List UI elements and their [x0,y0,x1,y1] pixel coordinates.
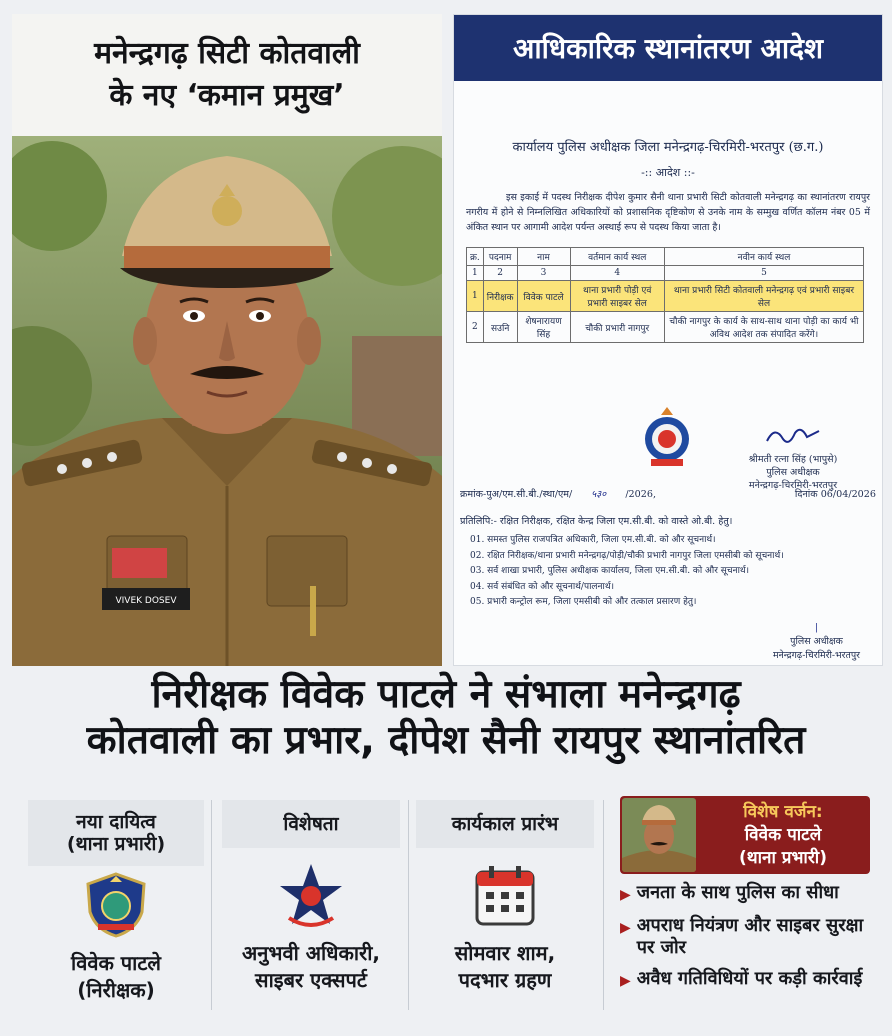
table-cell: 2 [467,312,484,343]
table-cell: 4 [570,266,664,281]
police-badge-icon [84,872,148,938]
table-header: वर्तमान कार्य स्थल [570,248,664,266]
card-speciality [222,800,400,1014]
order-date: दिनांक 06/04/2026 [794,489,876,500]
left-heading-line2: के नए ‘कमान प्रमुख’ [109,78,345,113]
card-value-line1: विवेक पाटले [71,951,161,975]
bullet-text: अवैध गतिविधियों पर कड़ी कार्रवाई [636,968,863,989]
list-item [620,882,882,906]
copy-list [470,533,784,611]
card-value-line2: साइबर एक्सपर्ट [255,968,367,992]
card-title: नया दायित्व [76,811,156,833]
name-tag: VIVEK DOSEV [115,596,177,606]
card-divider [211,800,212,1010]
signature-title: पुलिस अधीक्षक [766,467,820,478]
triangle-bullet-icon: ▶ [620,920,631,936]
left-heading-line1: मनेन्द्रगढ़ सिटी कोतवाली [94,36,360,71]
special-role: (थाना प्रभारी) [739,847,827,868]
bullet-text: जनता के साथ पुलिस का सीधा [636,882,839,903]
card-value-line1: अनुभवी अधिकारी, [242,941,380,965]
card-tab [28,800,204,866]
table-cell: 5 [664,266,863,281]
table-cell: विवेक पाटले [517,281,570,312]
card-value-line2: (निरीक्षक) [77,978,155,1002]
table-cell: 1 [467,281,484,312]
triangle-bullet-icon: ▶ [620,887,631,903]
footer-district: मनेन्द्रगढ़-चिरमिरी-भरतपुर [772,650,860,661]
table-row [467,281,864,312]
list-item: 02. रक्षित निरीक्षक/थाना प्रभारी मनेन्द्रगढ़/पोड़ी/चौकी प्रभारी नागपुर जिला एमसीबी को सूचनार्थ। [470,550,784,561]
list-item: 03. सर्व शाखा प्रभारी, पुलिस अधीक्षक कार्यालय, जिला एम.सी.बी. को और सूचनार्थ। [470,566,750,576]
headline-line2: कोतवाली का प्रभार, दीपेश सैनी रायपुर स्थानांतरित [86,718,806,763]
table-header-row [467,248,864,266]
card-tenure-start [416,800,594,1014]
main-headline [0,672,892,764]
document-office: कार्यालय पुलिस अधीक्षक जिला मनेन्द्रगढ़-चिरमिरी-भरतपुर (छ.ग.) [512,140,824,155]
special-name: विवेक पाटले [744,824,822,845]
left-heading [12,14,442,136]
headline-line1: निरीक्षक विवेक पाटले ने संभाला मनेन्द्रगढ़ [151,672,741,717]
table-cell: थाना प्रभारी पोड़ी एवं प्रभारी साइबर सेल [570,281,664,312]
table-cell: 1 [467,266,484,281]
star-emblem-icon [279,862,343,928]
footer-signature: | पुलिस अधीक्षक मनेन्द्रगढ़-चिरमिरी-भरतपुर [772,622,860,661]
bullet-text: अपराध नियंत्रण और साइबर सुरक्षा पर जोर [636,915,864,958]
footer-title: पुलिस अधीक्षक [790,636,843,647]
card-title: कार्यकाल प्रारंभ [451,813,559,835]
table-cell: 2 [483,266,517,281]
list-item: 04. सर्व संबंधित को और सूचनार्थ/पालनार्थ। [470,581,614,592]
table-cell: थाना प्रभारी सिटी कोतवाली मनेन्द्रगढ़ एवं प्रभारी साइबर सेल [664,281,863,312]
signature-scribble-icon [763,423,823,449]
reference-line [460,487,876,500]
document-aadesh: -:: आदेश ::- [641,166,695,179]
card-value-line2: पदभार ग्रहण [458,968,552,992]
table-cell: सउनि [483,312,517,343]
card-subtitle: (थाना प्रभारी) [66,833,166,855]
table-row [467,312,864,343]
document-banner: आधिकारिक स्थानांतरण आदेश [454,15,882,81]
card-title: विशेषता [283,813,339,835]
table-header: क्र. [467,248,484,266]
list-item: 05. प्रभारी कन्ट्रोल रूम, जिला एमसीबी को और तत्काल प्रसारण हेतु। [470,597,697,607]
reference-handwritten: ५३० [591,489,607,500]
officer-thumbnail [622,798,696,872]
card-value [416,940,594,994]
table-cell: चौकी प्रभारी नागपुर [570,312,664,343]
special-version-box [620,796,870,874]
list-item [620,968,882,992]
list-item: 01. समस्त पुलिस राजपत्रित अधिकारी, जिला एम.सी.बी. को और सूचनार्थ। [470,535,716,545]
table-header: पदनाम [483,248,517,266]
officer-illustration [12,136,442,666]
transfer-order-document [453,14,883,666]
card-tab [222,800,400,848]
signature-name: श्रीमती रत्ना सिंह (भापुसे) [748,454,838,465]
signature-district: मनेन्द्रगढ़-चिरमिरी-भरतपुर [748,480,838,491]
officer-thumbnail-illustration [622,798,696,872]
card-value [28,950,204,1004]
officer-photo [12,136,442,666]
table-header: नाम [517,248,570,266]
document-paragraph: इस इकाई में पदस्थ निरीक्षक दीपेश कुमार सैनी थाना प्रभारी सिटी कोतवाली मनेन्द्रगढ़ का स्थानांतरण रायपुर नगरीय में होने से निम्नलिखित अधिकारियों को प्रशासनिक दृष्टिकोण से उनके नाम के सम्मुख वर्णित कॉलम नंबर 05 में अंकित स्थान पर आगामी आदेश पर्यन्त अस्थाई रूप से पदस्थ किया जाता है। [466,192,870,233]
list-item [620,915,882,959]
special-title: विशेष वर्जन: [743,801,823,822]
calendar-icon [473,862,537,928]
table-header: नवीन कार्य स्थल [664,248,863,266]
card-value [222,940,400,994]
table-number-row [467,266,864,281]
card-divider [408,800,409,1010]
triangle-bullet-icon: ▶ [620,973,631,989]
table-cell: 3 [517,266,570,281]
special-bullets [620,882,882,1001]
card-divider [603,800,604,1010]
table-cell: चौकी नागपुर के कार्य के साथ-साथ थाना पोड़ी का कार्य भी अविथ आदेश तक संपादित करेंगे। [664,312,863,343]
transfer-table [466,247,864,343]
card-tab [416,800,594,848]
reference-year: /2026, [625,489,657,500]
police-emblem-icon [637,405,697,469]
signature-block [718,423,868,492]
card-value-line1: सोमवार शाम, [454,941,556,965]
copy-to-line: प्रतिलिपि:- रक्षित निरीक्षक, रक्षित केन्द्र जिला एम.सी.बी. को वास्ते ओ.बी. हेतु। [460,516,733,527]
table-cell: शेषनारायण सिंह [517,312,570,343]
table-cell: निरीक्षक [483,281,517,312]
card-new-responsibility [28,800,204,1014]
reference-number: क्रमांक-पुअ/एम.सी.बी./स्था/एम/ [460,489,573,500]
